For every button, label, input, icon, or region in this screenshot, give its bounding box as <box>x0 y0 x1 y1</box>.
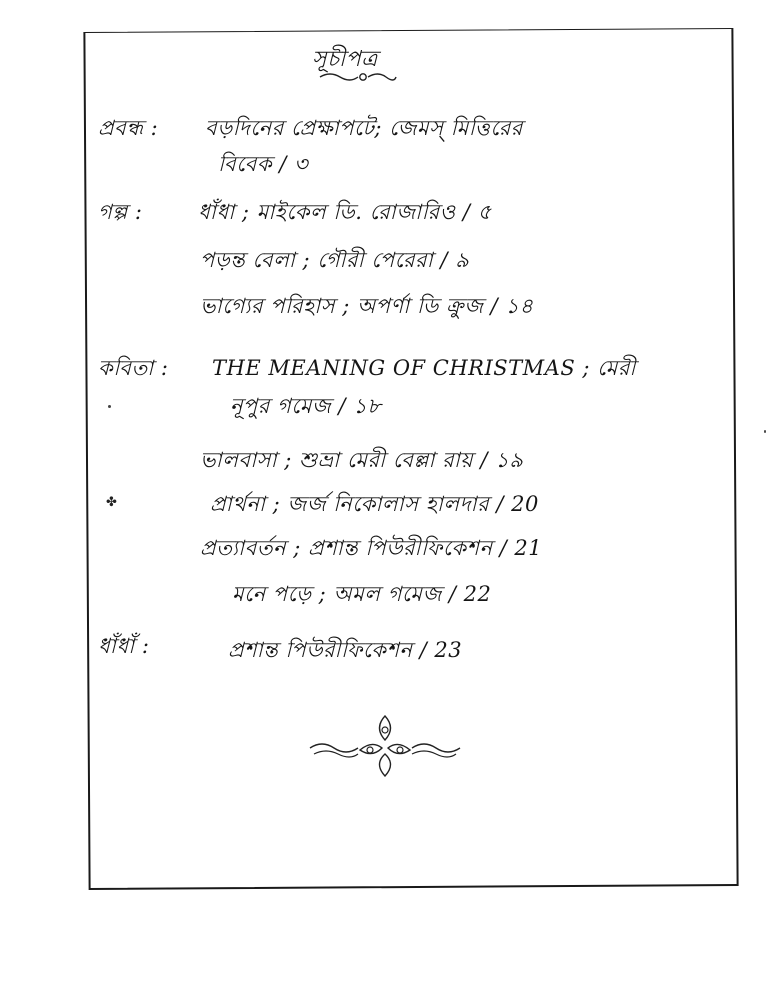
page-title: সূচীপত্র <box>312 47 378 72</box>
story-entry-1: ধাঁধা ; মাইকেল ডি. রোজারিও / ৫ <box>198 200 492 224</box>
poem-entry-1-line2: নূপুর গমেজ / ১৮ <box>230 394 382 418</box>
poem-entry-3: প্রার্থনা ; জর্জ নিকোলাস হালদার / 20 <box>210 492 539 516</box>
poem-entry-2: ভালবাসা ; শুভ্রা মেরী বেল্লা রায় / ১৯ <box>200 448 524 472</box>
section-label-poem: কবিতা : <box>98 356 169 380</box>
section-label-story: গল্প : <box>98 200 143 224</box>
essay-entry-line1: বড়দিনের প্রেক্ষাপটে; জেমস্ মিত্তিরের <box>205 116 523 140</box>
poem-entry-4: প্রত্যাবর্তন ; প্রশান্ত পিউরীফিকেশন / 21 <box>200 536 543 560</box>
scan-speck <box>764 430 766 433</box>
section-label-puzzle: ধাঁধাঁ : <box>98 634 150 658</box>
story-entry-3: ভাগ্যের পরিহাস ; অপর্ণা ডি ক্রুজ / ১৪ <box>200 294 534 318</box>
scan-speck <box>108 405 111 408</box>
title-swash-ornament <box>318 68 398 86</box>
story-entry-2: পড়ন্ত বেলা ; গৌরী পেরেরা / ৯ <box>200 248 470 272</box>
section-label-essay: প্রবন্ধ : <box>98 116 159 140</box>
floral-ornament-icon <box>300 710 470 780</box>
essay-entry-line2: বিবেক / ৩ <box>218 152 309 176</box>
poem-entry-1-line1: THE MEANING OF CHRISTMAS ; মেরী <box>212 356 636 380</box>
puzzle-entry-1: প্রশান্ত পিউরীফিকেশন / 23 <box>228 638 463 662</box>
margin-mark-icon: ✤ <box>106 495 117 510</box>
poem-entry-5: মনে পড়ে ; অমল গমেজ / 22 <box>232 582 492 606</box>
